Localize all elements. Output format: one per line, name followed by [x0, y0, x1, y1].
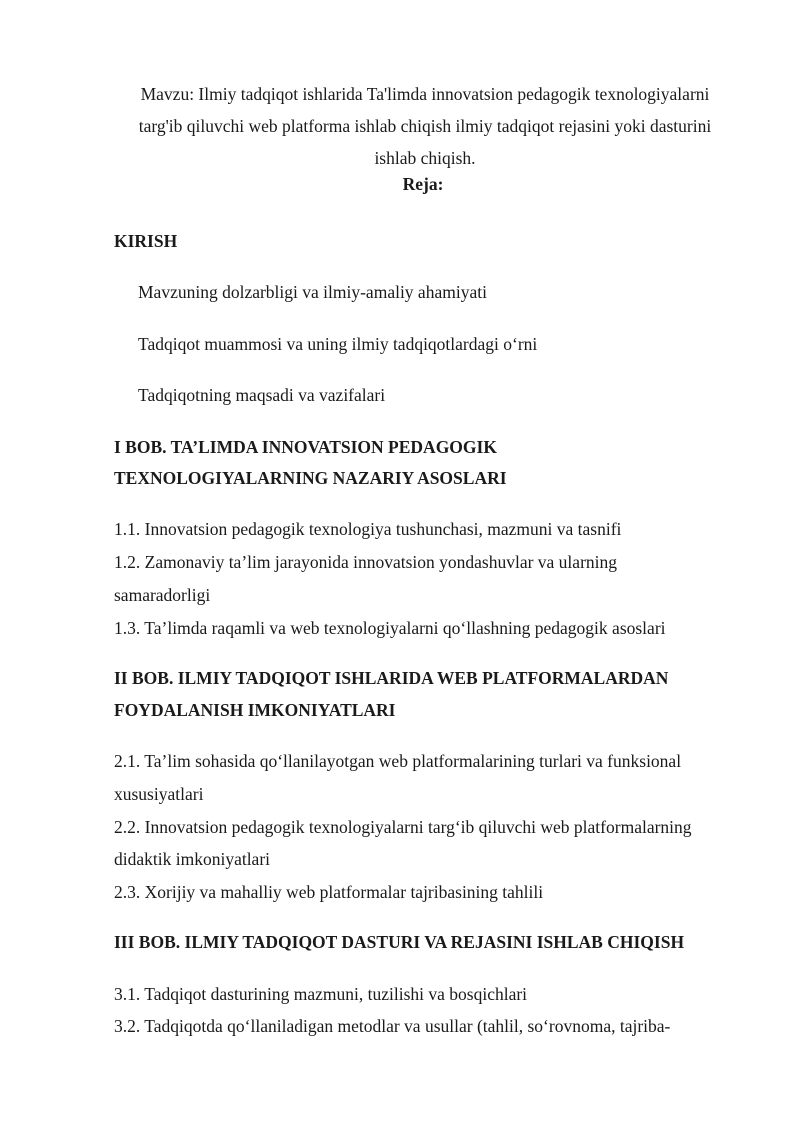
intro-item: Tadqiqot muammosi va uning ilmiy tadqiqotlardagi o‘rni [138, 334, 538, 354]
section-line: 2.1. Ta’lim sohasida qo‘llanilayotgan web platformalarining turlari va funksional [114, 751, 682, 771]
section-line: 1.2. Zamonaviy ta’lim jarayonida innovatsion yondashuvlar va ularning [114, 552, 618, 572]
chapter-3-heading: III BOB. ILMIY TADQIQOT DASTURI VA REJASINI ISHLAB CHIQISH [114, 932, 685, 952]
plan-heading: Reja: [402, 174, 444, 194]
section-line: 3.2. Tadqiqotda qo‘llaniladigan metodlar va usullar (tahlil, so‘rovnoma, tajriba- [114, 1016, 671, 1036]
section-line: xususiyatlari [114, 784, 204, 804]
document-title [110, 78, 740, 174]
section-line: 2.3. Xorijiy va mahalliy web platformalar tajribasining tahlili [114, 882, 544, 902]
chapter-2-heading-line-1: II BOB. ILMIY TADQIQOT ISHLARIDA WEB PLATFORMALARDAN [114, 668, 669, 688]
title-line-3: ishlab chiqish. [374, 148, 476, 168]
section-line: 1.3. Ta’limda raqamli va web texnologiyalarni qo‘llashning pedagogik asoslari [114, 618, 666, 638]
intro-item: Tadqiqotning maqsadi va vazifalari [138, 385, 386, 405]
section-line: samaradorligi [114, 585, 211, 605]
intro-item: Mavzuning dolzarbligi va ilmiy-amaliy ahamiyati [138, 282, 487, 302]
chapter-2-heading-line-2: FOYDALANISH IMKONIYATLARI [114, 700, 396, 720]
section-line: didaktik imkoniyatlari [114, 849, 271, 869]
section-line: 2.2. Innovatsion pedagogik texnologiyalarni targ‘ib qiluvchi web platformalarning [114, 817, 692, 837]
chapter-1-heading-line-2: TEXNOLOGIYALARNING NAZARIY ASOSLARI [114, 468, 507, 488]
section-line: 3.1. Tadqiqot dasturining mazmuni, tuzilishi va bosqichlari [114, 984, 528, 1004]
chapter-1-heading-line-1: I BOB. TA’LIMDA INNOVATSION PEDAGOGIK [114, 437, 497, 457]
intro-heading: KIRISH [114, 231, 178, 251]
section-line: 1.1. Innovatsion pedagogik texnologiya tushunchasi, mazmuni va tasnifi [114, 519, 622, 539]
title-line-1: Mavzu: Ilmiy tadqiqot ishlarida Ta'limda innovatsion pedagogik texnologiyalarni [140, 84, 710, 104]
title-line-2: targ'ib qiluvchi web platforma ishlab chiqish ilmiy tadqiqot rejasini yoki dasturini [138, 116, 712, 136]
